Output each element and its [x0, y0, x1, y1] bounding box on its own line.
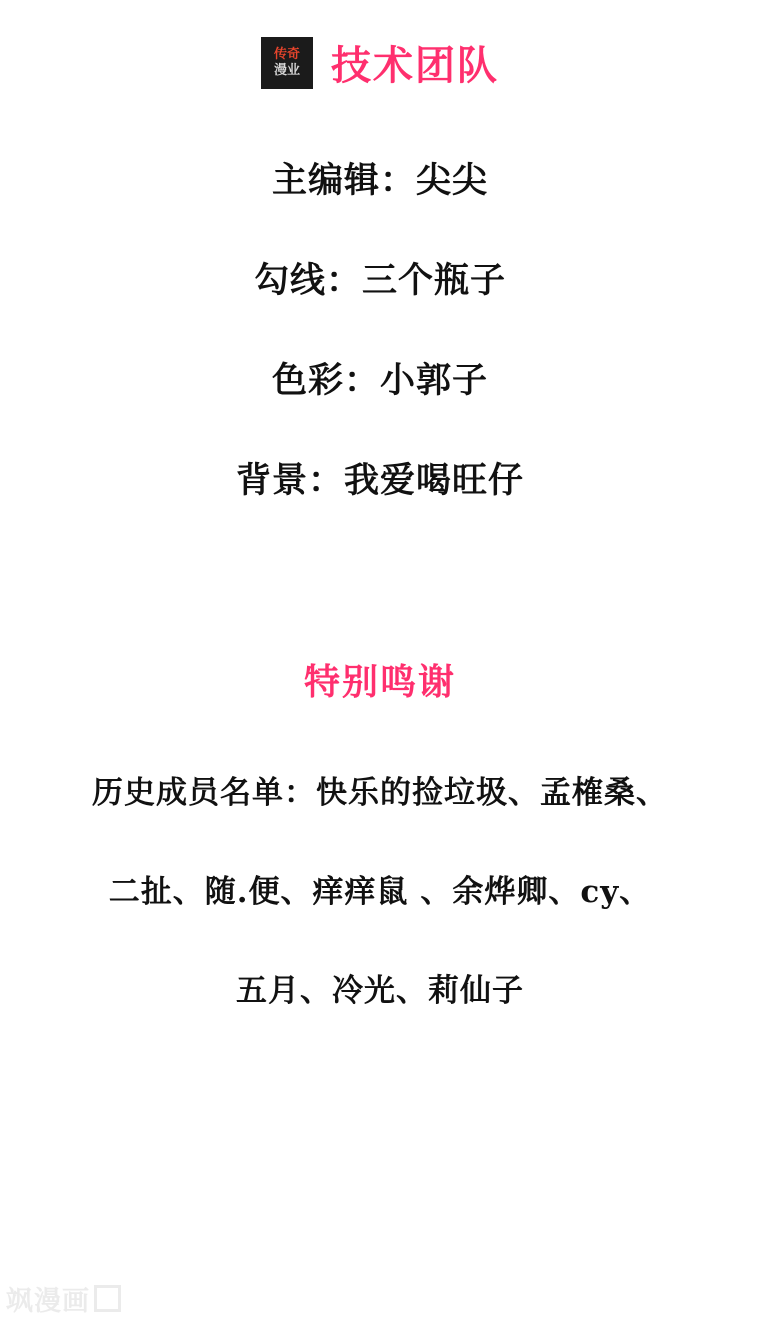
special-thanks-title: 特别鸣谢: [303, 662, 456, 703]
watermark-text: 飒漫画: [6, 1286, 90, 1317]
credit-item-background: 背景：我爱喝旺仔: [235, 461, 524, 501]
page-title: 技术团队: [331, 43, 499, 89]
credit-item-lineart: 勾线：三个瓶子: [253, 261, 506, 301]
chuanqi-logo-icon: [261, 37, 313, 89]
thanks-line-1: 历史成员名单：快乐的捡垃圾、孟榷桑、: [92, 775, 668, 811]
credits-list: [0, 160, 760, 502]
thanks-line-2: 二扯、随.便、痒痒鼠 、余烨卿、cy、: [108, 874, 652, 911]
logo-top-text: 传奇: [273, 47, 300, 62]
logo-bottom-text: 漫业: [273, 63, 300, 78]
page-header: [0, 34, 760, 91]
special-thanks-list: [0, 775, 760, 1011]
credit-item-color: 色彩：小郭子: [271, 361, 488, 401]
credit-item-editor: 主编辑：尖尖: [271, 161, 488, 201]
watermark-box-icon: [94, 1285, 121, 1312]
watermark: [6, 1279, 121, 1318]
thanks-line-3: 五月、冷光、莉仙子: [236, 973, 524, 1010]
